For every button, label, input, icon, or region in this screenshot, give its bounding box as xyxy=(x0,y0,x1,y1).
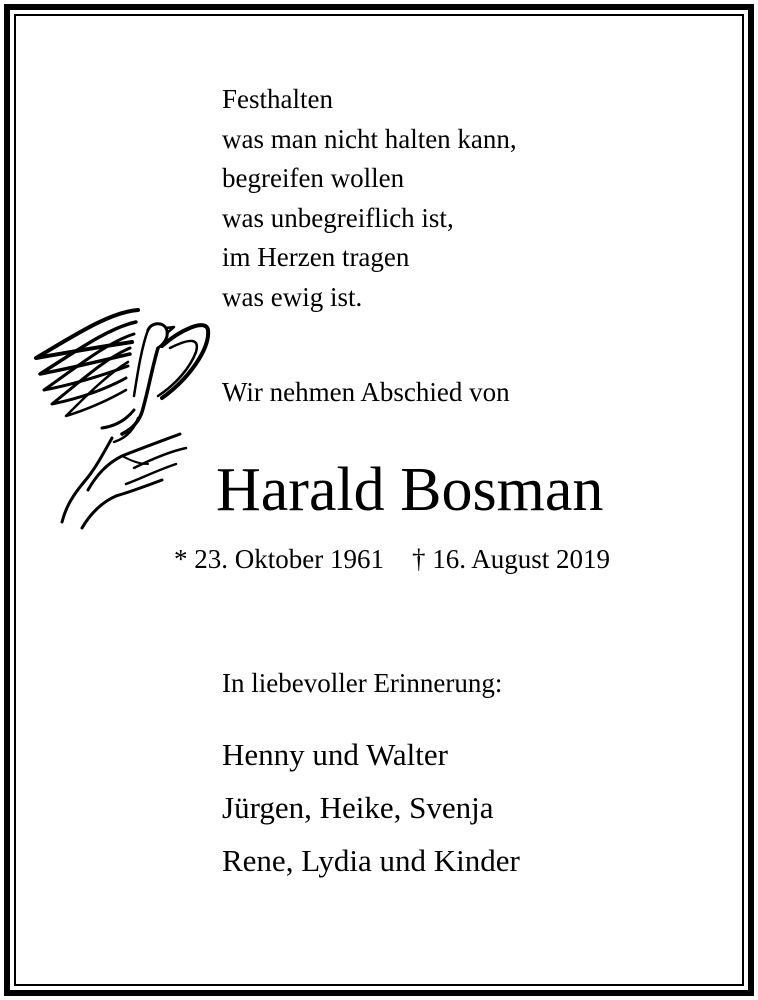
memory-heading: In liebevoller Erinnerung: xyxy=(222,668,503,698)
mourners-list xyxy=(222,728,520,887)
poem-line: Festhalten xyxy=(222,84,333,114)
poem-line: was ewig ist. xyxy=(222,281,363,312)
poem xyxy=(222,80,517,317)
poem-line: begreifen wollen xyxy=(222,163,405,193)
poem-line: was unbegreiflich ist, xyxy=(222,202,454,233)
dove-and-hand-icon xyxy=(30,300,230,535)
farewell-intro: Wir nehmen Abschied von xyxy=(222,377,510,407)
birth-date: * 23. Oktober 1961 xyxy=(174,544,384,574)
poem-line: im Herzen tragen xyxy=(222,242,410,272)
mourner-line: Jürgen, Heike, Svenja xyxy=(222,790,494,825)
mourner-line: Henny und Walter xyxy=(222,737,448,772)
deceased-name: Harald Bosman xyxy=(216,456,604,524)
life-dates xyxy=(174,540,610,578)
death-date: † 16. August 2019 xyxy=(411,544,611,574)
mourner-line: Rene, Lydia und Kinder xyxy=(222,843,520,878)
poem-line: was man nicht halten kann, xyxy=(222,123,517,154)
